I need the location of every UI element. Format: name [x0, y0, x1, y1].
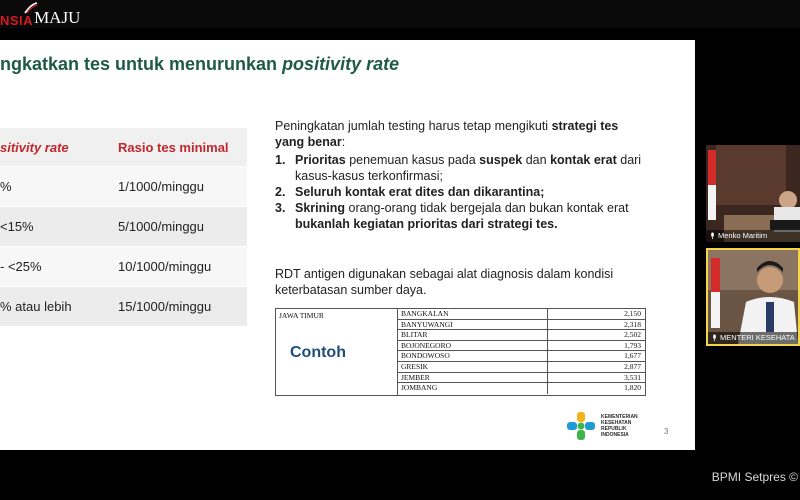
slide-title-text: ngkatkan tes untuk menurunkan [0, 54, 283, 74]
strategy-text [275, 118, 645, 232]
rate-cell: % atau lebih [0, 299, 72, 314]
ratio-cell: 10/1000/minggu [118, 259, 212, 274]
participant-video-feed [706, 145, 800, 242]
rdt-note: RDT antigen digunakan sebagai alat diagnosis dalam kondisi keterbatasan sumber daya. [275, 267, 614, 297]
participant-name: Menko Maritim [718, 231, 768, 240]
table-row [398, 341, 645, 352]
col-header-positivity: sitivity rate [0, 139, 69, 155]
intro-bold: strategi tes yang benar [275, 119, 619, 149]
district-name: JOMBANG [398, 383, 548, 394]
district-value: 2,877 [624, 361, 641, 371]
ministry-name [601, 414, 649, 438]
list-number: 3. [275, 201, 286, 215]
example-rows [398, 309, 645, 394]
example-table [275, 308, 646, 396]
microphone-icon [711, 334, 718, 341]
microphone-icon [709, 232, 716, 239]
table-row [398, 351, 645, 362]
bold-text: bukanlah kegiatan prioritas dari strategi tes. [295, 217, 558, 231]
district-value: 1,793 [624, 340, 641, 350]
positivity-table-header [0, 128, 247, 166]
ratio-cell: 1/1000/minggu [118, 179, 205, 194]
logo-text-red: NSIA [0, 13, 34, 28]
participant-name: MENTERI KESEHATA [720, 333, 795, 342]
plain-text: dan [522, 153, 551, 167]
rate-cell: - <25% [0, 259, 42, 274]
district-name: BOJONEGORO [398, 341, 548, 351]
speaker-video-feed [708, 250, 798, 344]
logo-text-white: MAJU [34, 8, 81, 27]
slide-page-number: 3 [664, 427, 669, 436]
plain-text: dari kasus-kasus terkonfirmasi; [295, 153, 642, 183]
district-name: BANGKALAN [398, 309, 548, 319]
col-header-ratio: Rasio tes minimal [118, 139, 229, 155]
ministry-line: KESEHATAN [601, 420, 632, 426]
list-item [275, 200, 645, 232]
bold-text: kontak erat [550, 153, 617, 167]
list-item [275, 152, 645, 184]
plain-text: orang-orang tidak bergejala dan bukan kontak erat [345, 201, 629, 215]
ministry-line: INDONESIA [601, 432, 629, 438]
list-item-text [295, 184, 544, 200]
example-region-cell [276, 309, 398, 395]
broadcast-top-bar [0, 0, 800, 28]
table-row [398, 362, 645, 373]
intro-text: Peningkatan jumlah testing harus tetap mengikuti [275, 119, 552, 133]
rate-cell: <15% [0, 219, 34, 234]
district-value: 3,531 [624, 372, 641, 382]
table-row [0, 166, 247, 206]
ministry-logo-block [565, 410, 649, 442]
region-label: JAWA TIMUR [279, 311, 324, 320]
table-row [0, 206, 247, 246]
district-value: 1,677 [624, 351, 641, 361]
bold-text: suspek [479, 153, 523, 167]
bold-text: Prioritas [295, 153, 346, 167]
bold-text: Seluruh kontak erat dites dan dikarantina; [295, 185, 545, 199]
list-number: 1. [275, 153, 286, 167]
table-row [398, 383, 645, 394]
list-number: 2. [275, 185, 286, 199]
list-item-text [295, 152, 645, 184]
participant-name-label [706, 230, 800, 242]
presentation-slide [0, 40, 695, 450]
ministry-line: KEMENTERIAN [601, 414, 638, 420]
table-row [398, 309, 645, 320]
broadcast-watermark: BPMI Setpres © [711, 470, 798, 484]
table-row [0, 246, 247, 286]
table-row [398, 320, 645, 331]
district-name: GRESIK [398, 362, 548, 372]
strategy-intro [275, 118, 645, 150]
broadcast-bottom-bar [0, 463, 800, 500]
positivity-table [0, 128, 247, 326]
active-speaker-video-tile[interactable] [706, 248, 800, 346]
plain-text: penemuan kasus pada [345, 153, 480, 167]
rate-cell: % [0, 179, 12, 194]
example-label: Contoh [290, 344, 346, 361]
table-row [0, 286, 247, 326]
district-name: JEMBER [398, 373, 548, 383]
district-value: 2,318 [624, 319, 641, 329]
district-value: 1,820 [624, 383, 641, 393]
district-value: 2,150 [624, 309, 641, 318]
participant-name-label [708, 332, 798, 344]
broadcast-logo [0, 6, 80, 28]
list-item-text [295, 200, 645, 232]
district-name: BONDOWOSO [398, 351, 548, 361]
swoosh-icon [24, 2, 38, 14]
list-item [275, 184, 645, 200]
ratio-cell: 15/1000/minggu [118, 299, 212, 314]
participant-video-tile[interactable] [706, 145, 800, 242]
slide-title [0, 54, 399, 75]
ratio-cell: 5/1000/minggu [118, 219, 205, 234]
slide-title-emphasis: positivity rate [282, 54, 400, 74]
bold-text: Skrining [295, 201, 346, 215]
ministry-line: REPUBLIK [601, 426, 627, 432]
district-value: 2,502 [624, 330, 641, 340]
ministry-logo-icon [565, 410, 597, 442]
district-name: BLITAR [398, 330, 548, 340]
table-row [398, 330, 645, 341]
table-row [398, 373, 645, 384]
district-name: BANYUWANGI [398, 320, 548, 330]
intro-end: : [341, 135, 346, 149]
